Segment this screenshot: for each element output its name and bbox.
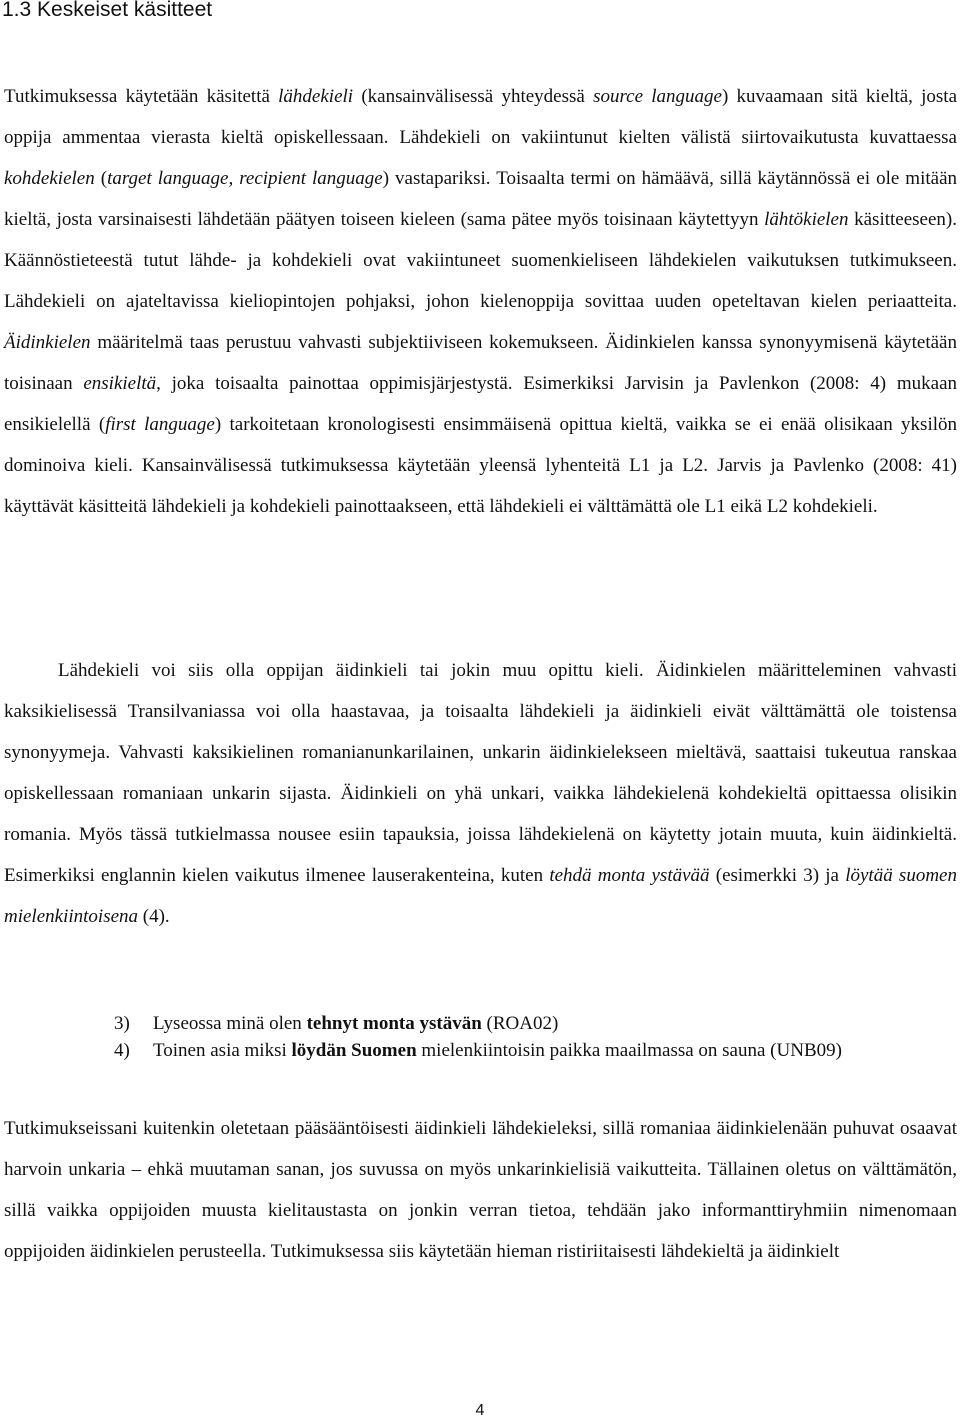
italic-term: Äidinkielen — [4, 332, 91, 353]
page-number: 4 — [475, 1402, 485, 1419]
italic-term: löytää suomen mielenkiintoisena — [4, 865, 957, 927]
italic-term: kohdekielen — [4, 168, 95, 189]
italic-term: source language — [593, 86, 722, 107]
italic-term: tehdä monta ystävää — [549, 865, 710, 886]
paragraph-2: Lähdekieli voi siis olla oppijan äidinkieli tai jokin muu opittu kieli. Äidinkielen määritteleminen vahvasti kaksikielisessä Transilvaniassa voi olla haastavaa, ja toisaalta lähdekieli ja äidinkieli eivät välttämättä ole toistensa synonyymeja. Vahvasti kaksikielinen romanianunkarilainen, unkarin äidinkielekseen mieltävä, saattaisi tukeutua ranskaa opiskellessaan romaniaan unkarin sijasta. Äidinkieli on yhä unkari, vaikka lähdekielenä kohdekieltä opittaessa olisikin romania. Myös tässä tutkielmassa nousee esiin tapauksia, joissa lähdekielenä on käytetty jotain muuta, kuin äidinkieltä. Esimerkiksi englannin kielen vaikutus ilmenee lauserakenteina, kuten tehdä monta ystävää (esimerkki 3) ja löytää suomen mielenkiintoisena (4). — [4, 660, 957, 927]
example-text: Toinen asia miksi löydän Suomen mielenkiintoisin paikka maailmassa on sauna (UNB09) — [153, 1040, 842, 1061]
examples-list — [114, 1010, 957, 1064]
example-item — [114, 1037, 957, 1064]
italic-term: first language — [105, 414, 215, 435]
italic-term: lähtökielen — [764, 209, 849, 230]
italic-term: lähdekieli — [278, 86, 354, 107]
section-heading: 1.3 Keskeiset käsitteet — [2, 0, 213, 21]
bold-term: löydän Suomen — [291, 1040, 417, 1061]
paragraph-3: Tutkimukseissani kuitenkin oletetaan pääsääntöisesti äidinkieli lähdekieleksi, sillä romaniaa äidinkielenään puhuvat osaavat harvoin unkaria – ehkä muutaman sanan, jos suvussa on myös unkarinkielisiä vaikutteita. Tällainen oletus on välttämätön, sillä vaikka oppijoiden muusta kielitaustasta on jonkin verran tietoa, tehdään jako informanttiryhmiin nimenomaan oppijoiden äidinkielen perusteella. Tutkimuksessa siis käytetään hieman ristiriitaisesti lähdekieltä ja äidinkielt — [4, 1118, 957, 1262]
bold-term: tehnyt monta ystävän — [306, 1013, 482, 1034]
example-number: 3) — [114, 1013, 130, 1034]
italic-term: target language, recipient language — [107, 168, 383, 189]
example-item — [114, 1010, 957, 1037]
example-text: Lyseossa minä olen tehnyt monta ystävän (ROA02) — [153, 1013, 559, 1034]
example-number: 4) — [114, 1040, 130, 1061]
italic-term: ensikieltä — [83, 373, 157, 394]
paragraph-1: Tutkimuksessa käytetään käsitettä lähdekieli (kansainvälisessä yhteydessä source language) kuvaamaan sitä kieltä, josta oppija ammentaa vierasta kieltä opiskellessaan. Lähdekieli on vakiintunut kielten välistä siirtovaikutusta kuvattaessa kohdekielen (target language, recipient language) vastapariksi. Toisaalta termi on hämäävä, sillä käytännössä ei ole mitään kieltä, josta varsinaisesti lähdetään päätyen toiseen kieleen (sama pätee myös toisinaan käytettyyn lähtökielen käsitteeseen). Käännöstieteestä tutut lähde- ja kohdekieli ovat vakiintuneet suomenkieliseen lähdekielen vaikutuksen tutkimukseen. Lähdekieli on ajateltavissa kieliopintojen pohjaksi, johon kielenoppija sovittaa uuden opeteltavan kielen periaatteita. Äidinkielen määritelmä taas perustuu vahvasti subjektiiviseen kokemukseen. Äidinkielen kanssa synonyymisenä käytetään toisinaan ensikieltä, joka toisaalta painottaa oppimisjärjestystä. Esimerkiksi Jarvisin ja Pavlenkon (2008: 4) mukaan ensikielellä (first language) tarkoitetaan kronologisesti ensimmäisenä opittua kieltä, vaikka se ei enää olisikaan yksilön dominoiva kieli. Kansainvälisessä tutkimuksessa käytetään yleensä lyhenteitä L1 ja L2. Jarvis ja Pavlenko (2008: 41) käyttävät käsitteitä lähdekieli ja kohdekieli painottaakseen, että lähdekieli ei välttämättä ole L1 eikä L2 kohdekieli. — [4, 86, 958, 517]
